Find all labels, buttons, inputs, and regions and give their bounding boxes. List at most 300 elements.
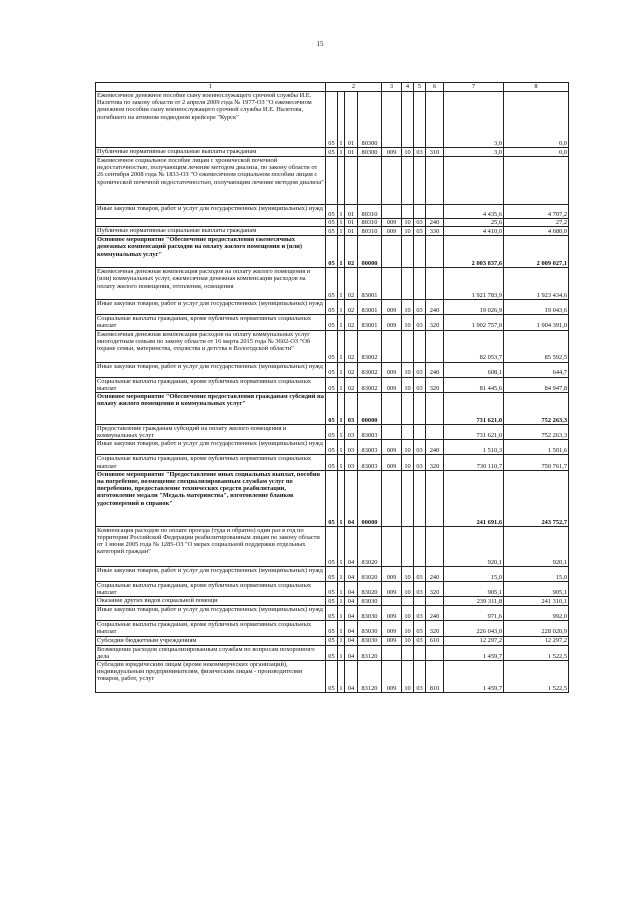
code-cell: 01 [345,205,358,219]
table-row [96,606,569,621]
code-cell: 05 [326,606,338,621]
code-cell [414,92,426,148]
code-cell [402,526,414,566]
code-cell: 05 [326,440,338,455]
code-cell: 10 [402,300,414,315]
amount-cell: 12 297,2 [444,636,504,645]
table-row [96,597,569,606]
code-cell: 009 [382,148,402,157]
code-cell: 240 [426,606,444,621]
amount-cell: 81 445,6 [444,377,504,392]
code-cell: 009 [382,455,402,470]
code-cell [426,425,444,440]
amount-cell: 1 510,3 [444,440,504,455]
code-cell: 03 [414,606,426,621]
code-cell [426,645,444,660]
code-cell: 009 [382,581,402,596]
code-cell: 05 [326,236,338,268]
amount-cell: 1 459,7 [444,645,504,660]
code-cell [402,92,414,148]
table-row [96,148,569,157]
table-row [96,92,569,148]
code-cell: 03 [414,440,426,455]
code-cell: 05 [326,661,338,693]
row-name: Ежемесячное денежное пособие сыну военнослужащего срочной службы И.Е. Налетова по закону области от 2 апреля 2009 года № 1977-ОЗ "О ежемесячном денежном пособии сыну военнослужащего срочной службы И.Е. Налетова, погибшего на атомном подводном крейсере "Курск" [96,92,326,148]
code-cell [414,205,426,219]
code-cell: 02 [345,362,358,377]
code-cell: 009 [382,661,402,693]
code-cell: 04 [345,581,358,596]
code-cell: 10 [402,566,414,581]
code-cell: 83020 [358,581,382,596]
code-cell: 04 [345,645,358,660]
code-cell: 10 [402,581,414,596]
code-cell [382,597,402,606]
amount-cell: 15,0 [444,566,504,581]
code-cell: 05 [326,268,338,300]
code-cell [426,526,444,566]
code-cell: 02 [345,330,358,362]
row-name: Субсидии бюджетным учреждениям [96,636,326,645]
code-cell [414,425,426,440]
code-cell: 05 [326,92,338,148]
row-name: Публичные нормативные социальные выплаты гражданам [96,148,326,157]
row-name: Предоставление гражданам субсидий на оплату жилого помещения и коммунальных услуг [96,425,326,440]
code-cell: 10 [402,606,414,621]
code-cell: 83030 [358,636,382,645]
code-cell: 009 [382,300,402,315]
code-cell: 01 [345,219,358,227]
code-cell [426,92,444,148]
row-name: Иные закупки товаров, работ и услуг для государственных (муниципальных) нужд [96,205,326,219]
code-cell: 05 [326,315,338,330]
amount-cell: 2 009 027,1 [504,236,569,268]
code-cell: 03 [414,566,426,581]
header-cell: 6 [426,83,444,92]
amount-cell: 82 053,7 [444,330,504,362]
code-cell: 03 [414,621,426,636]
code-cell: 009 [382,362,402,377]
code-cell: 00000 [358,470,382,526]
header-cell: 4 [402,83,414,92]
code-cell: 009 [382,621,402,636]
row-name: Социальные выплаты гражданам, кроме публичных нормативных социальных выплат [96,315,326,330]
code-cell [414,236,426,268]
table-row [96,621,569,636]
row-name: Социальные выплаты гражданам, кроме публичных нормативных социальных выплат [96,581,326,596]
code-cell: 03 [345,440,358,455]
amount-cell: 226 043,0 [444,621,504,636]
header-cell: 3 [382,83,402,92]
code-cell: 1 [338,425,345,440]
code-cell [358,157,382,205]
amount-cell: 228 020,9 [504,621,569,636]
code-cell: 02 [345,300,358,315]
table-row [96,300,569,315]
code-cell: 10 [402,377,414,392]
amount-cell: 992,0 [504,606,569,621]
code-cell [402,470,414,526]
code-cell: 1 [338,526,345,566]
code-cell: 1 [338,92,345,148]
code-cell: 83003 [358,425,382,440]
code-cell: 05 [326,581,338,596]
code-cell: 10 [402,315,414,330]
code-cell [402,645,414,660]
code-cell: 10 [402,219,414,227]
code-cell: 04 [345,606,358,621]
code-cell: 05 [326,470,338,526]
code-cell: 02 [345,315,358,330]
code-cell: 009 [382,377,402,392]
code-cell [402,157,414,205]
row-name: Социальные выплаты гражданам, кроме публичных нормативных социальных выплат [96,455,326,470]
code-cell [345,157,358,205]
code-cell: 009 [382,440,402,455]
amount-cell: 15,0 [504,566,569,581]
code-cell: 240 [426,300,444,315]
amount-cell: 0,0 [504,148,569,157]
code-cell: 1 [338,645,345,660]
amount-cell: 19 043,6 [504,300,569,315]
code-cell: 83030 [358,621,382,636]
table-row [96,661,569,693]
table-row [96,377,569,392]
code-cell: 83030 [358,597,382,606]
code-cell: 1 [339,148,343,156]
code-cell [402,236,414,268]
amount-cell: 85 592,5 [504,330,569,362]
code-cell: 1 [339,637,343,645]
code-cell: 83120 [358,645,382,660]
row-name [96,219,326,227]
code-cell: 320 [426,581,444,596]
code-cell: 05 [326,645,338,660]
amount-cell: 1 921 783,9 [444,268,504,300]
row-name: Компенсация расходов по оплате проезда (туда и обратно) один раз в год по территории Российской Федерации реабилитированным лицам по закону области от 1 июня 2005 года № 1285-ОЗ "О мерах социальной поддержки отдельных категорий граждан" [96,526,326,566]
code-cell: 05 [326,205,338,219]
code-cell [402,330,414,362]
code-cell: 1 [339,228,343,235]
amount-cell: 730 110,7 [444,455,504,470]
code-cell: 009 [382,566,402,581]
code-cell: 80310 [358,205,382,219]
code-cell: 83120 [358,661,382,693]
row-name: Возмещение расходов специализированным службам по вопросам похоронного дела [96,645,326,660]
amount-cell [444,157,504,205]
amount-cell: 750 761,7 [504,455,569,470]
code-cell: 330 [426,227,444,236]
code-cell: 1 [338,315,345,330]
code-cell [382,236,402,268]
code-cell: 05 [326,219,338,227]
header-cell: 8 [504,83,569,92]
table-row [96,227,569,236]
code-cell: 240 [426,362,444,377]
code-cell [426,236,444,268]
code-cell [338,157,345,205]
amount-cell: 241 310,1 [504,597,569,606]
code-cell: 04 [345,566,358,581]
row-name: Основное мероприятие "Обеспечение предоставления гражданам субсидий на оплату жилого помещения и коммунальных услуг" [96,393,326,425]
code-cell: 1 [338,330,345,362]
table-row [96,268,569,300]
code-cell: 05 [326,566,338,581]
code-cell [382,205,402,219]
code-cell: 03 [414,362,426,377]
code-cell: 009 [382,315,402,330]
page-number: 15 [316,40,324,48]
code-cell [414,393,426,425]
amount-cell: 731 621,0 [444,393,504,425]
row-name: Ежемесячное социальное пособие лицам с хронической почечной недостаточностью, получающим лечение методом диализа, по закону области от 26 сентября 2008 года № 1833-ОЗ "О ежемесячном социальном пособии лицам с хронической почечной недостаточностью, получающим лечение методом диализа" [96,157,326,205]
code-cell: 02 [345,268,358,300]
code-cell: 05 [326,636,338,645]
code-cell: 83003 [358,440,382,455]
code-cell: 1 [338,300,345,315]
amount-cell: 971,6 [444,606,504,621]
code-cell: 610 [426,636,444,645]
code-cell: 83020 [358,566,382,581]
code-cell: 05 [326,526,338,566]
row-name: Субсидии юридическим лицам (кроме некоммерческих организаций), индивидуальным предпринимателям, физическим лицам - производителям товаров, работ, услуг [96,661,326,693]
code-cell: 03 [345,393,358,425]
code-cell: 1 [338,205,345,219]
code-cell: 80300 [358,92,382,148]
header-cell: 2 [326,83,382,92]
code-cell [426,470,444,526]
row-name: Основное мероприятие "Обеспечение предоставления ежемесячных денежных компенсаций расходов на оплату жилого помещения и (или) коммунальных услуг" [96,236,326,268]
amount-cell: 752 263,3 [504,425,569,440]
code-cell: 320 [426,621,444,636]
code-cell: 1 [339,219,343,226]
code-cell [382,645,402,660]
code-cell [426,330,444,362]
row-name: Публичные нормативные социальные выплаты гражданам [96,227,326,236]
amount-cell: 243 752,7 [504,470,569,526]
code-cell [382,268,402,300]
code-cell: 00000 [358,236,382,268]
code-cell: 05 [326,362,338,377]
code-cell: 04 [345,470,358,526]
code-cell: 240 [426,566,444,581]
code-cell: 240 [426,219,444,227]
amount-cell: 4 410,0 [444,227,504,236]
amount-cell: 1 904 391,0 [504,315,569,330]
code-cell: 04 [345,621,358,636]
table-body [96,83,569,693]
code-cell: 01 [345,227,358,236]
code-cell: 1 [338,581,345,596]
code-cell [402,393,414,425]
table-row [96,315,569,330]
row-name: Иные закупки товаров, работ и услуг для государственных (муниципальных) нужд [96,606,326,621]
code-cell [326,157,338,205]
code-cell [426,268,444,300]
code-cell: 03 [414,315,426,330]
table-row [96,157,569,205]
table-row [96,470,569,526]
row-name: Иные закупки товаров, работ и услуг для государственных (муниципальных) нужд [96,566,326,581]
code-cell: 03 [414,377,426,392]
code-cell: 05 [326,330,338,362]
code-cell [414,470,426,526]
code-cell: 03 [414,661,426,693]
code-cell [382,92,402,148]
code-cell: 009 [382,219,402,227]
code-cell: 02 [345,236,358,268]
code-cell: 009 [382,606,402,621]
code-cell: 00000 [358,393,382,425]
code-cell [382,470,402,526]
table-row [96,566,569,581]
code-cell [414,330,426,362]
code-cell [402,205,414,219]
code-cell: 80300 [358,148,382,157]
code-cell: 320 [426,377,444,392]
code-cell: 009 [382,636,402,645]
code-cell: 03 [414,636,426,645]
amount-cell: 84 947,8 [504,377,569,392]
code-cell [402,425,414,440]
code-cell: 10 [402,227,414,236]
row-name: Социальные выплаты гражданам, кроме публичных нормативных социальных выплат [96,621,326,636]
code-cell [426,597,444,606]
code-cell [402,597,414,606]
amount-cell: 3,0 [444,148,504,157]
amount-cell: 644,7 [504,362,569,377]
code-cell [382,526,402,566]
code-cell: 1 [338,393,345,425]
code-cell: 01 [345,92,358,148]
code-cell: 009 [382,227,402,236]
code-cell [426,205,444,219]
code-cell: 10 [402,148,414,157]
table-row [96,645,569,660]
code-cell: 05 [326,227,338,236]
code-cell: 1 [338,236,345,268]
code-cell: 83002 [358,362,382,377]
table-row [96,455,569,470]
row-name: Основное мероприятие "Предоставление иных социальных выплат, пособия на погребение, возмещение специализированным службам услуг по погребению, предоставление технических средств реабилитации, изготовление медали "Медаль материнства", изготовление бланков удостоверений и справок" [96,470,326,526]
amount-cell: 25,6 [444,219,504,227]
code-cell: 03 [414,300,426,315]
row-name: Ежемесячная денежная компенсация расходов на оплату коммунальных услуг многодетным семьям по закону области от 16 марта 2015 года № 3602-ОЗ "Об охране семьи, материнства, отцовства и детства в Вологодской области" [96,330,326,362]
code-cell: 03 [414,219,426,227]
code-cell: 83001 [358,268,382,300]
code-cell: 03 [414,581,426,596]
code-cell: 1 [338,268,345,300]
code-cell: 83020 [358,526,382,566]
amount-cell: 239 311,8 [444,597,504,606]
amount-cell: 27,2 [504,219,569,227]
code-cell [382,393,402,425]
table-row [96,330,569,362]
code-cell [382,425,402,440]
table-row [96,205,569,219]
code-cell [426,157,444,205]
code-cell: 83001 [358,315,382,330]
amount-cell: 3,0 [444,92,504,148]
code-cell: 1 [338,362,345,377]
table-row [96,440,569,455]
amount-cell: 4 680,0 [504,227,569,236]
amount-cell: 731 621,0 [444,425,504,440]
code-cell [414,597,426,606]
amount-cell: 608,1 [444,362,504,377]
code-cell: 05 [326,425,338,440]
code-cell: 05 [326,300,338,315]
budget-table [95,82,569,693]
code-cell: 10 [402,455,414,470]
amount-cell: 1 522,5 [504,661,569,693]
table-row [96,425,569,440]
code-cell: 810 [426,661,444,693]
code-cell: 05 [326,621,338,636]
table-row [96,236,569,268]
amount-cell: 1 501,6 [504,440,569,455]
code-cell: 80310 [358,219,382,227]
code-cell: 03 [345,425,358,440]
code-cell: 1 [338,470,345,526]
amount-cell: 241 691,6 [444,470,504,526]
code-cell: 1 [338,621,345,636]
code-cell: 1 [338,566,345,581]
code-cell: 83030 [358,606,382,621]
code-cell [414,526,426,566]
code-cell: 10 [402,661,414,693]
amount-cell: 2 003 837,6 [444,236,504,268]
code-cell: 03 [345,455,358,470]
table-row [96,362,569,377]
code-cell [382,157,402,205]
row-name: Социальные выплаты гражданам, кроме публичных нормативных социальных выплат [96,377,326,392]
code-cell: 04 [345,661,358,693]
code-cell: 83002 [358,377,382,392]
code-cell [426,393,444,425]
code-cell: 04 [345,636,358,645]
amount-cell: 19 026,9 [444,300,504,315]
code-cell: 10 [402,621,414,636]
row-name: Иные закупки товаров, работ и услуг для государственных (муниципальных) нужд [96,440,326,455]
code-cell: 310 [426,148,444,157]
header-cell: 7 [444,83,504,92]
code-cell: 1 [339,598,343,606]
header-cell: 5 [414,83,426,92]
code-cell: 05 [326,455,338,470]
table-row [96,393,569,425]
code-cell: 1 [338,377,345,392]
amount-cell [504,157,569,205]
amount-cell: 920,1 [504,526,569,566]
code-cell [414,157,426,205]
amount-cell: 752 263,3 [504,393,569,425]
code-cell: 03 [414,227,426,236]
code-cell: 80310 [358,227,382,236]
amount-cell: 1 522,5 [504,645,569,660]
code-cell: 05 [326,377,338,392]
code-cell [414,268,426,300]
table-row [96,219,569,227]
code-cell: 01 [345,148,358,157]
code-cell: 240 [426,440,444,455]
code-cell: 320 [426,315,444,330]
row-name: Иные закупки товаров, работ и услуг для государственных (муниципальных) нужд [96,300,326,315]
code-cell: 320 [426,455,444,470]
amount-cell: 4 435,6 [444,205,504,219]
header-row [96,83,569,92]
amount-cell: 905,1 [444,581,504,596]
